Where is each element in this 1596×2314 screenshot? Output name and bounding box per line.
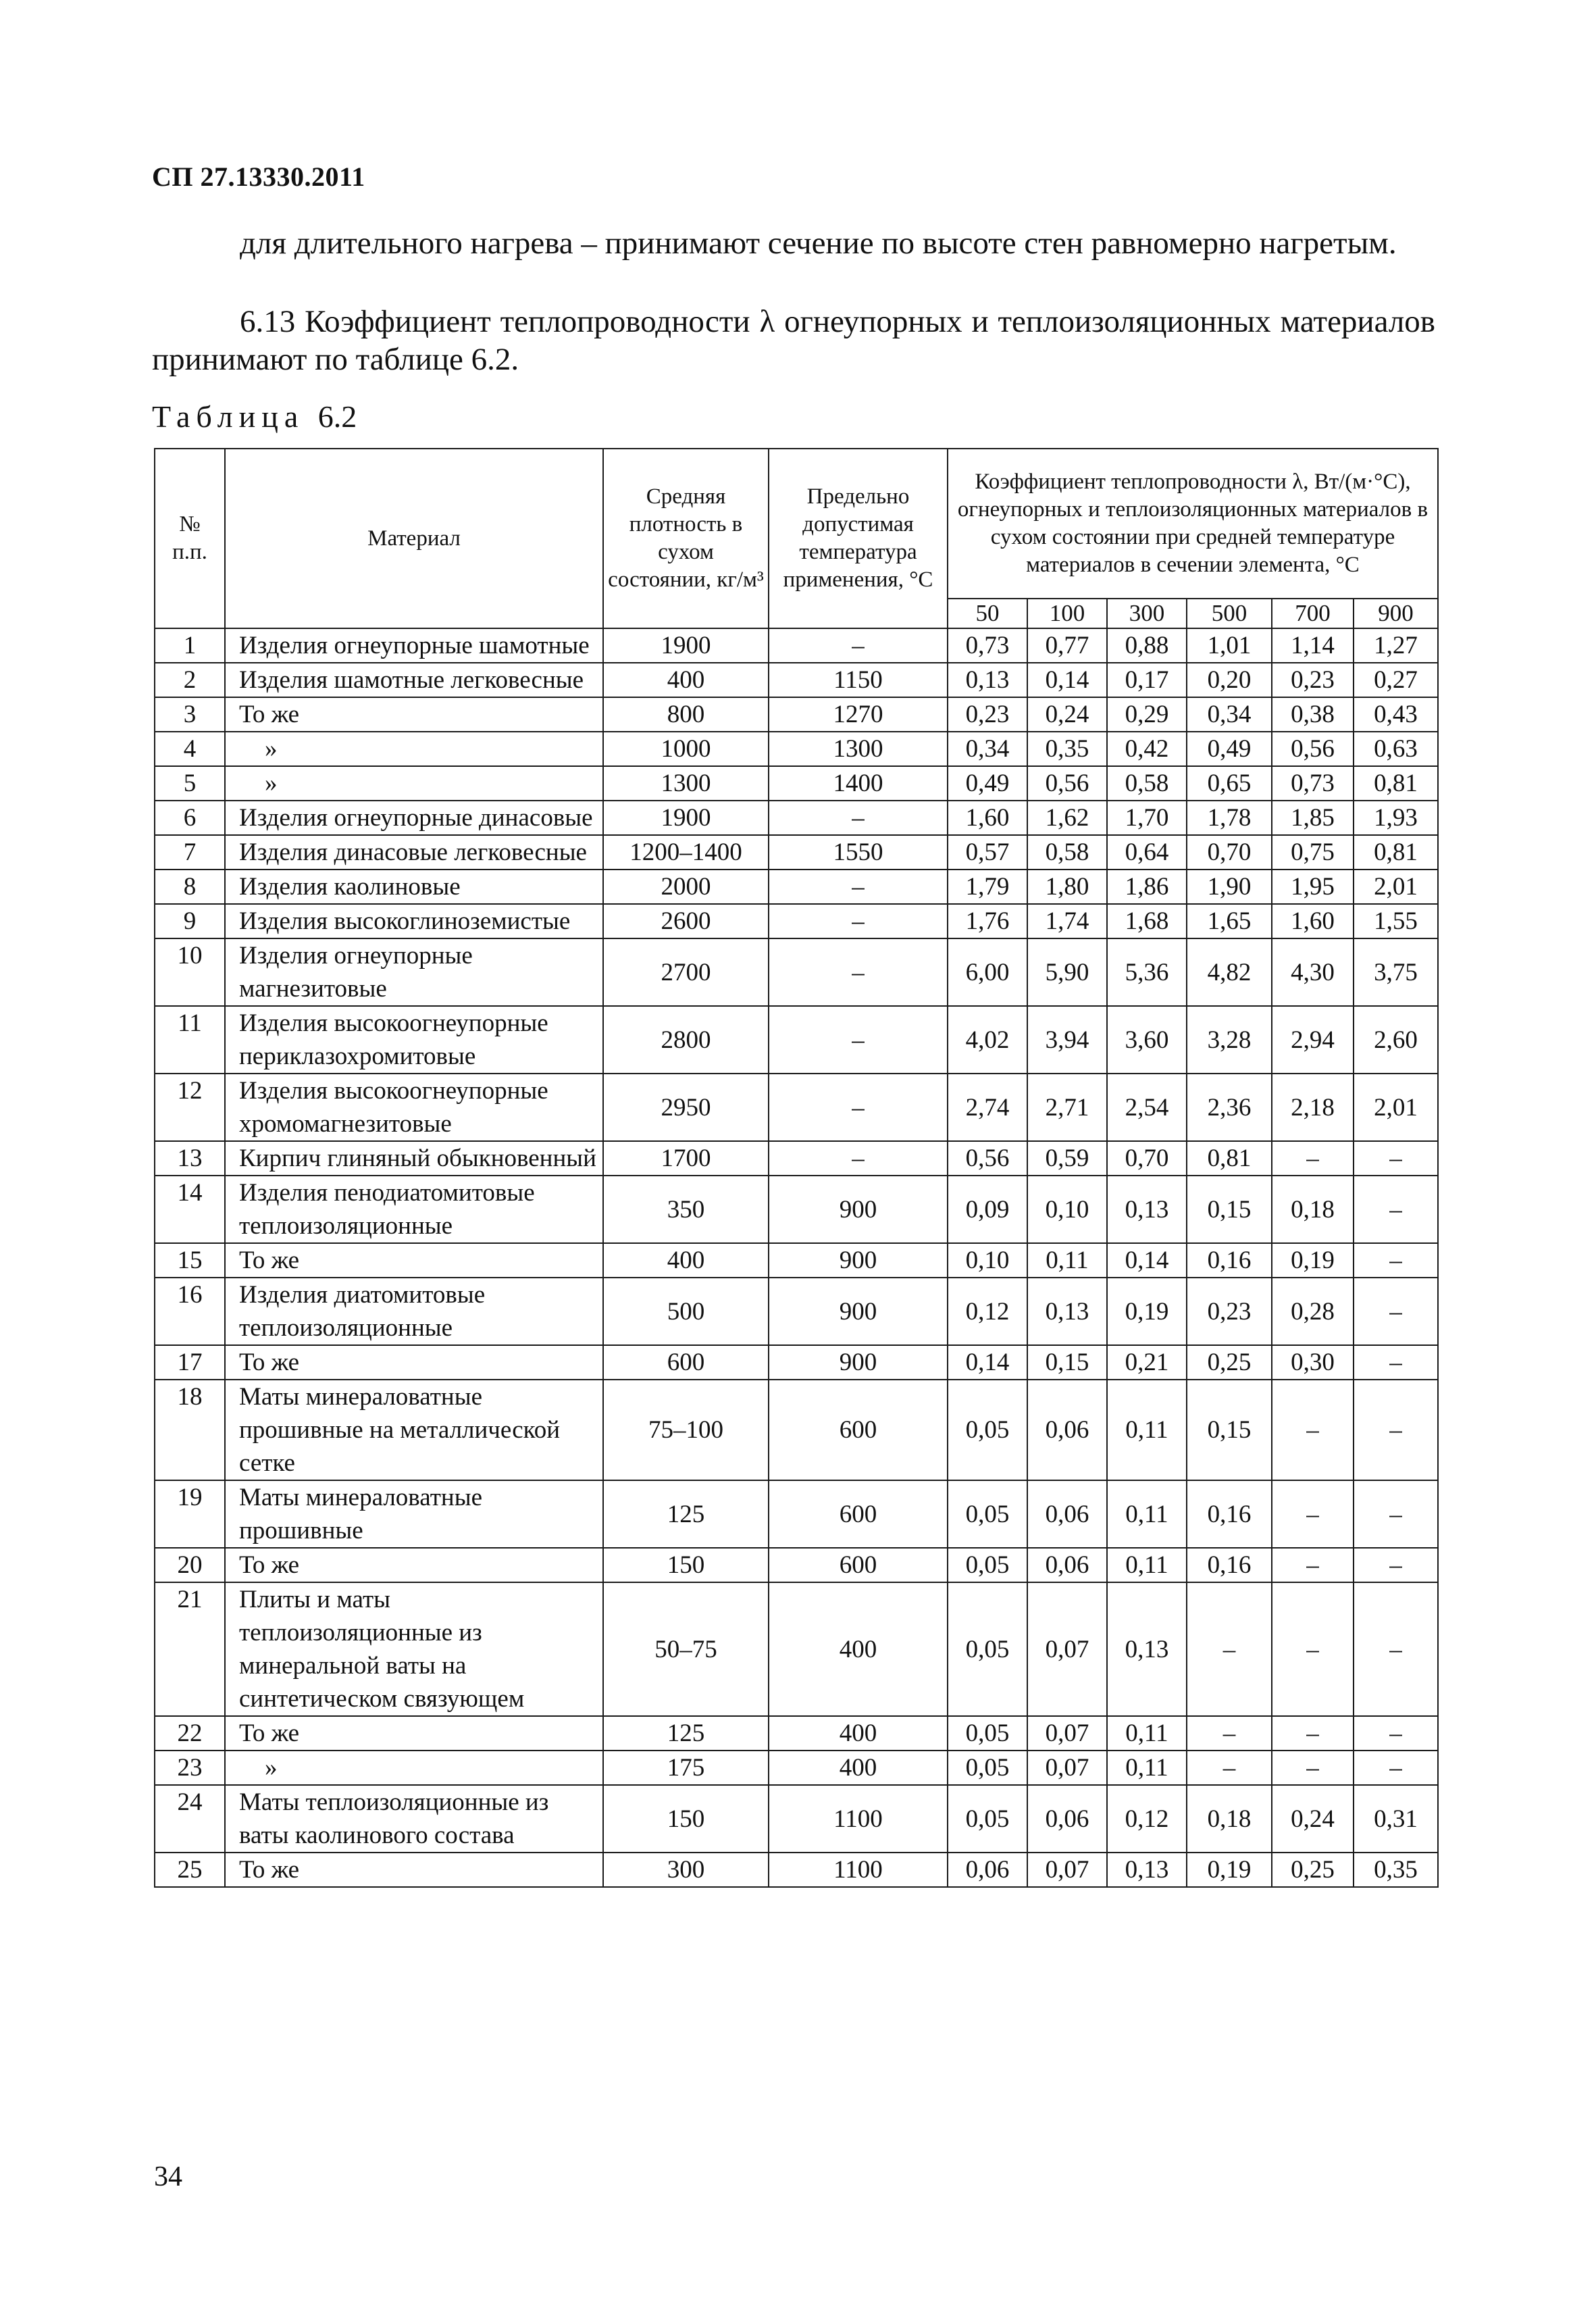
row-conductivity-50: 0,34	[948, 732, 1027, 766]
row-conductivity-900: –	[1354, 1345, 1438, 1380]
row-conductivity-300: 0,58	[1107, 766, 1187, 801]
row-conductivity-900: 1,93	[1354, 801, 1438, 835]
row-material: То же	[225, 1716, 603, 1751]
row-max-temp: 600	[769, 1380, 948, 1480]
row-material: Плиты и маты теплоизоляционные из минеральной ваты на синтетическом связующем	[225, 1582, 603, 1716]
table-row	[155, 1582, 1438, 1716]
row-max-temp: –	[769, 801, 948, 835]
row-conductivity-500: 1,01	[1187, 628, 1272, 663]
row-conductivity-50: 1,79	[948, 870, 1027, 904]
table-row	[155, 904, 1438, 938]
row-conductivity-300: 0,29	[1107, 697, 1187, 732]
table-caption	[152, 399, 357, 434]
row-conductivity-50: 0,05	[948, 1716, 1027, 1751]
row-conductivity-900: 0,35	[1354, 1853, 1438, 1887]
row-conductivity-900: 1,27	[1354, 628, 1438, 663]
row-material: Маты минераловатные прошивные на металлической сетке	[225, 1380, 603, 1480]
row-density: 400	[603, 663, 769, 697]
row-material: То же	[225, 1243, 603, 1278]
row-density: 1200–1400	[603, 835, 769, 870]
row-material: Изделия шамотные легковесные	[225, 663, 603, 697]
row-conductivity-700: –	[1272, 1141, 1354, 1176]
header-temp-300: 300	[1107, 599, 1187, 628]
row-material: Маты теплоизоляционные из ваты каолинового состава	[225, 1785, 603, 1853]
row-material: »	[225, 732, 603, 766]
row-conductivity-900: 0,63	[1354, 732, 1438, 766]
row-conductivity-700: 0,18	[1272, 1176, 1354, 1243]
table-row	[155, 1480, 1438, 1548]
row-conductivity-500: 4,82	[1187, 938, 1272, 1006]
table-row	[155, 1345, 1438, 1380]
row-density: 2800	[603, 1006, 769, 1074]
row-number: 2	[155, 663, 225, 697]
row-number: 17	[155, 1345, 225, 1380]
row-conductivity-700: 1,60	[1272, 904, 1354, 938]
row-conductivity-50: 0,57	[948, 835, 1027, 870]
table-row	[155, 766, 1438, 801]
row-number: 11	[155, 1006, 225, 1074]
conductivity-table	[154, 448, 1439, 1888]
row-max-temp: 900	[769, 1345, 948, 1380]
header-temp-900: 900	[1354, 599, 1438, 628]
row-number: 4	[155, 732, 225, 766]
table-row	[155, 1074, 1438, 1141]
row-conductivity-500: –	[1187, 1716, 1272, 1751]
row-number: 16	[155, 1278, 225, 1345]
row-max-temp: –	[769, 870, 948, 904]
row-max-temp: –	[769, 1006, 948, 1074]
row-conductivity-700: 0,28	[1272, 1278, 1354, 1345]
header-conductivity: Коэффициент теплопроводности λ, Вт/(м·°С), огнеупорных и теплоизоляционных материалов в сухом состоянии при средней температуре материалов в сечении элемента, °С	[948, 449, 1438, 599]
row-conductivity-500: 0,25	[1187, 1345, 1272, 1380]
row-material: Изделия динасовые легковесные	[225, 835, 603, 870]
row-conductivity-300: 0,13	[1107, 1582, 1187, 1716]
row-conductivity-300: 0,17	[1107, 663, 1187, 697]
row-conductivity-100: 0,07	[1027, 1853, 1107, 1887]
row-conductivity-50: 4,02	[948, 1006, 1027, 1074]
row-number: 12	[155, 1074, 225, 1141]
row-conductivity-900: 0,81	[1354, 835, 1438, 870]
row-conductivity-50: 1,76	[948, 904, 1027, 938]
header-material: Материал	[225, 449, 603, 628]
row-conductivity-500: 0,18	[1187, 1785, 1272, 1853]
row-number: 5	[155, 766, 225, 801]
table-row	[155, 628, 1438, 663]
row-conductivity-700: 4,30	[1272, 938, 1354, 1006]
row-conductivity-900: –	[1354, 1548, 1438, 1582]
row-material: »	[225, 1751, 603, 1785]
row-material: То же	[225, 1345, 603, 1380]
table-row	[155, 1853, 1438, 1887]
row-material: Изделия высокоглиноземистые	[225, 904, 603, 938]
row-max-temp: –	[769, 1141, 948, 1176]
row-conductivity-700: 0,75	[1272, 835, 1354, 870]
row-conductivity-50: 0,14	[948, 1345, 1027, 1380]
row-material: »	[225, 766, 603, 801]
row-conductivity-500: 0,16	[1187, 1548, 1272, 1582]
row-number: 1	[155, 628, 225, 663]
row-density: 2950	[603, 1074, 769, 1141]
row-conductivity-100: 0,77	[1027, 628, 1107, 663]
row-conductivity-100: 0,13	[1027, 1278, 1107, 1345]
row-density: 50–75	[603, 1582, 769, 1716]
row-material: Изделия огнеупорные магнезитовые	[225, 938, 603, 1006]
row-max-temp: 900	[769, 1278, 948, 1345]
row-conductivity-100: 0,56	[1027, 766, 1107, 801]
row-material: Изделия высокоогнеупорные периклазохромитовые	[225, 1006, 603, 1074]
row-conductivity-500: –	[1187, 1582, 1272, 1716]
row-material: То же	[225, 697, 603, 732]
row-conductivity-900: –	[1354, 1480, 1438, 1548]
row-max-temp: 1550	[769, 835, 948, 870]
row-conductivity-700: –	[1272, 1548, 1354, 1582]
row-conductivity-500: 0,15	[1187, 1176, 1272, 1243]
row-max-temp: 600	[769, 1548, 948, 1582]
header-max-temp: Предельно допустимая температура применения, °С	[769, 449, 948, 628]
row-conductivity-500: 1,78	[1187, 801, 1272, 835]
table-row	[155, 732, 1438, 766]
row-conductivity-100: 0,06	[1027, 1785, 1107, 1853]
row-conductivity-500: 0,34	[1187, 697, 1272, 732]
table-header-row	[155, 449, 1438, 599]
row-conductivity-100: 0,06	[1027, 1380, 1107, 1480]
row-density: 1700	[603, 1141, 769, 1176]
row-max-temp: 1300	[769, 732, 948, 766]
table-row	[155, 938, 1438, 1006]
row-density: 2700	[603, 938, 769, 1006]
row-conductivity-100: 0,24	[1027, 697, 1107, 732]
row-conductivity-50: 0,49	[948, 766, 1027, 801]
table-row	[155, 1278, 1438, 1345]
row-conductivity-500: –	[1187, 1751, 1272, 1785]
row-conductivity-50: 0,05	[948, 1548, 1027, 1582]
row-conductivity-300: 0,12	[1107, 1785, 1187, 1853]
header-temp-100: 100	[1027, 599, 1107, 628]
table-row	[155, 1548, 1438, 1582]
table-row	[155, 1716, 1438, 1751]
document-code: СП 27.13330.2011	[152, 161, 365, 192]
row-conductivity-700: 2,94	[1272, 1006, 1354, 1074]
row-conductivity-50: 0,09	[948, 1176, 1027, 1243]
row-conductivity-700: 0,24	[1272, 1785, 1354, 1853]
row-conductivity-900: –	[1354, 1278, 1438, 1345]
row-conductivity-500: 0,65	[1187, 766, 1272, 801]
row-conductivity-100: 3,94	[1027, 1006, 1107, 1074]
row-material: Кирпич глиняный обыкновенный	[225, 1141, 603, 1176]
row-conductivity-700: 0,73	[1272, 766, 1354, 801]
row-conductivity-300: 0,13	[1107, 1176, 1187, 1243]
row-conductivity-300: 0,70	[1107, 1141, 1187, 1176]
row-conductivity-700: 0,25	[1272, 1853, 1354, 1887]
row-conductivity-100: 0,06	[1027, 1480, 1107, 1548]
row-conductivity-300: 0,64	[1107, 835, 1187, 870]
row-conductivity-50: 0,23	[948, 697, 1027, 732]
table-row	[155, 697, 1438, 732]
row-density: 2000	[603, 870, 769, 904]
row-conductivity-700: –	[1272, 1480, 1354, 1548]
row-conductivity-900: 2,01	[1354, 870, 1438, 904]
row-conductivity-100: 0,07	[1027, 1716, 1107, 1751]
row-number: 6	[155, 801, 225, 835]
row-conductivity-300: 2,54	[1107, 1074, 1187, 1141]
row-max-temp: 1100	[769, 1853, 948, 1887]
row-density: 2600	[603, 904, 769, 938]
row-conductivity-300: 0,14	[1107, 1243, 1187, 1278]
row-density: 1900	[603, 801, 769, 835]
table-row	[155, 1380, 1438, 1480]
row-material: Изделия огнеупорные динасовые	[225, 801, 603, 835]
row-number: 9	[155, 904, 225, 938]
row-number: 3	[155, 697, 225, 732]
row-conductivity-700: –	[1272, 1716, 1354, 1751]
row-conductivity-100: 1,74	[1027, 904, 1107, 938]
row-conductivity-50: 6,00	[948, 938, 1027, 1006]
row-conductivity-700: 1,85	[1272, 801, 1354, 835]
table-row	[155, 801, 1438, 835]
row-conductivity-50: 0,13	[948, 663, 1027, 697]
row-density: 600	[603, 1345, 769, 1380]
row-conductivity-500: 0,70	[1187, 835, 1272, 870]
row-number: 13	[155, 1141, 225, 1176]
row-number: 23	[155, 1751, 225, 1785]
row-number: 20	[155, 1548, 225, 1582]
row-conductivity-900: –	[1354, 1582, 1438, 1716]
row-conductivity-100: 0,11	[1027, 1243, 1107, 1278]
row-conductivity-500: 0,19	[1187, 1853, 1272, 1887]
row-max-temp: 900	[769, 1243, 948, 1278]
row-conductivity-100: 0,07	[1027, 1582, 1107, 1716]
row-conductivity-50: 0,73	[948, 628, 1027, 663]
row-conductivity-100: 2,71	[1027, 1074, 1107, 1141]
row-conductivity-500: 0,81	[1187, 1141, 1272, 1176]
row-conductivity-100: 0,10	[1027, 1176, 1107, 1243]
row-conductivity-300: 0,88	[1107, 628, 1187, 663]
row-max-temp: 400	[769, 1716, 948, 1751]
row-conductivity-500: 0,15	[1187, 1380, 1272, 1480]
table-row	[155, 835, 1438, 870]
row-conductivity-300: 0,11	[1107, 1380, 1187, 1480]
row-conductivity-50: 2,74	[948, 1074, 1027, 1141]
row-number: 14	[155, 1176, 225, 1243]
row-conductivity-700: 0,56	[1272, 732, 1354, 766]
row-conductivity-50: 0,06	[948, 1853, 1027, 1887]
header-temp-500: 500	[1187, 599, 1272, 628]
row-conductivity-900: –	[1354, 1141, 1438, 1176]
table-row	[155, 870, 1438, 904]
row-conductivity-700: 0,19	[1272, 1243, 1354, 1278]
row-max-temp: 600	[769, 1480, 948, 1548]
table-body	[155, 628, 1438, 1887]
row-density: 1300	[603, 766, 769, 801]
row-conductivity-50: 0,56	[948, 1141, 1027, 1176]
row-number: 24	[155, 1785, 225, 1853]
row-number: 15	[155, 1243, 225, 1278]
row-number: 18	[155, 1380, 225, 1480]
row-max-temp: –	[769, 938, 948, 1006]
row-density: 175	[603, 1751, 769, 1785]
row-conductivity-500: 0,20	[1187, 663, 1272, 697]
table-row	[155, 663, 1438, 697]
row-conductivity-300: 3,60	[1107, 1006, 1187, 1074]
row-conductivity-900: 1,55	[1354, 904, 1438, 938]
row-conductivity-900: –	[1354, 1716, 1438, 1751]
row-max-temp: 1150	[769, 663, 948, 697]
row-conductivity-500: 1,65	[1187, 904, 1272, 938]
row-conductivity-100: 1,80	[1027, 870, 1107, 904]
row-conductivity-300: 0,21	[1107, 1345, 1187, 1380]
row-conductivity-300: 0,11	[1107, 1548, 1187, 1582]
row-conductivity-700: –	[1272, 1582, 1354, 1716]
row-number: 19	[155, 1480, 225, 1548]
row-number: 7	[155, 835, 225, 870]
row-conductivity-900: 0,43	[1354, 697, 1438, 732]
row-conductivity-50: 0,05	[948, 1785, 1027, 1853]
row-conductivity-100: 0,07	[1027, 1751, 1107, 1785]
row-conductivity-500: 0,23	[1187, 1278, 1272, 1345]
row-conductivity-700: –	[1272, 1751, 1354, 1785]
row-conductivity-700: 1,95	[1272, 870, 1354, 904]
table-row	[155, 1141, 1438, 1176]
row-conductivity-500: 0,16	[1187, 1480, 1272, 1548]
row-conductivity-700: 0,30	[1272, 1345, 1354, 1380]
row-conductivity-100: 0,15	[1027, 1345, 1107, 1380]
row-conductivity-50: 0,12	[948, 1278, 1027, 1345]
paragraph-heating: для длительного нагрева – принимают сечение по высоте стен равномерно нагретым.	[240, 226, 1397, 261]
row-max-temp: 1270	[769, 697, 948, 732]
row-conductivity-50: 0,05	[948, 1480, 1027, 1548]
row-conductivity-50: 0,05	[948, 1582, 1027, 1716]
row-conductivity-900: 3,75	[1354, 938, 1438, 1006]
row-conductivity-500: 0,49	[1187, 732, 1272, 766]
row-density: 300	[603, 1853, 769, 1887]
row-conductivity-300: 0,11	[1107, 1480, 1187, 1548]
header-temp-700: 700	[1272, 599, 1354, 628]
row-conductivity-100: 0,14	[1027, 663, 1107, 697]
row-conductivity-500: 2,36	[1187, 1074, 1272, 1141]
row-conductivity-900: –	[1354, 1243, 1438, 1278]
table-row	[155, 1785, 1438, 1853]
row-max-temp: 400	[769, 1582, 948, 1716]
row-material: Изделия диатомитовые теплоизоляционные	[225, 1278, 603, 1345]
row-conductivity-900: –	[1354, 1380, 1438, 1480]
row-number: 8	[155, 870, 225, 904]
row-density: 125	[603, 1480, 769, 1548]
row-conductivity-500: 3,28	[1187, 1006, 1272, 1074]
row-density: 1900	[603, 628, 769, 663]
row-conductivity-300: 0,13	[1107, 1853, 1187, 1887]
row-material: Маты минераловатные прошивные	[225, 1480, 603, 1548]
row-conductivity-300: 0,19	[1107, 1278, 1187, 1345]
row-max-temp: –	[769, 904, 948, 938]
row-conductivity-300: 1,70	[1107, 801, 1187, 835]
row-max-temp: –	[769, 1074, 948, 1141]
row-material: Изделия огнеупорные шамотные	[225, 628, 603, 663]
row-density: 1000	[603, 732, 769, 766]
row-conductivity-300: 0,11	[1107, 1716, 1187, 1751]
page-number: 34	[154, 2161, 182, 2192]
table-row	[155, 1006, 1438, 1074]
row-conductivity-900: 0,27	[1354, 663, 1438, 697]
row-density: 75–100	[603, 1380, 769, 1480]
row-conductivity-700: 2,18	[1272, 1074, 1354, 1141]
row-material: То же	[225, 1853, 603, 1887]
row-max-temp: 400	[769, 1751, 948, 1785]
row-conductivity-700: 1,14	[1272, 628, 1354, 663]
row-density: 400	[603, 1243, 769, 1278]
row-density: 150	[603, 1785, 769, 1853]
header-temp-50: 50	[948, 599, 1027, 628]
row-density: 125	[603, 1716, 769, 1751]
row-density: 150	[603, 1548, 769, 1582]
row-conductivity-50: 0,10	[948, 1243, 1027, 1278]
row-material: То же	[225, 1548, 603, 1582]
row-max-temp: 1400	[769, 766, 948, 801]
row-density: 350	[603, 1176, 769, 1243]
row-conductivity-50: 1,60	[948, 801, 1027, 835]
row-material: Изделия высокоогнеупорные хромомагнезитовые	[225, 1074, 603, 1141]
row-conductivity-300: 1,86	[1107, 870, 1187, 904]
paragraph-6-13: 6.13 Коэффициент теплопроводности λ огнеупорных и теплоизоляционных материалов принимают по таблице 6.2.	[152, 304, 1435, 377]
row-number: 10	[155, 938, 225, 1006]
row-conductivity-100: 0,59	[1027, 1141, 1107, 1176]
header-num: № п.п.	[155, 449, 225, 628]
row-density: 500	[603, 1278, 769, 1345]
row-conductivity-300: 1,68	[1107, 904, 1187, 938]
row-number: 25	[155, 1853, 225, 1887]
table-row	[155, 1176, 1438, 1243]
row-conductivity-300: 0,42	[1107, 732, 1187, 766]
table-caption-number: 6.2	[317, 399, 357, 434]
row-number: 22	[155, 1716, 225, 1751]
row-conductivity-100: 5,90	[1027, 938, 1107, 1006]
row-conductivity-100: 0,58	[1027, 835, 1107, 870]
header-density: Средняя плотность в сухом состоянии, кг/м³	[603, 449, 769, 628]
row-conductivity-700: 0,23	[1272, 663, 1354, 697]
row-conductivity-100: 1,62	[1027, 801, 1107, 835]
row-conductivity-300: 0,11	[1107, 1751, 1187, 1785]
row-conductivity-100: 0,35	[1027, 732, 1107, 766]
row-conductivity-50: 0,05	[948, 1751, 1027, 1785]
row-max-temp: 900	[769, 1176, 948, 1243]
row-number: 21	[155, 1582, 225, 1716]
row-density: 800	[603, 697, 769, 732]
row-conductivity-700: –	[1272, 1380, 1354, 1480]
row-material: Изделия каолиновые	[225, 870, 603, 904]
row-conductivity-900: 0,31	[1354, 1785, 1438, 1853]
row-conductivity-900: –	[1354, 1751, 1438, 1785]
row-conductivity-900: –	[1354, 1176, 1438, 1243]
row-conductivity-900: 0,81	[1354, 766, 1438, 801]
row-material: Изделия пенодиатомитовые теплоизоляционные	[225, 1176, 603, 1243]
table-caption-word: Таблица	[152, 399, 305, 434]
row-conductivity-100: 0,06	[1027, 1548, 1107, 1582]
row-conductivity-50: 0,05	[948, 1380, 1027, 1480]
row-max-temp: –	[769, 628, 948, 663]
table-row	[155, 1751, 1438, 1785]
row-conductivity-500: 0,16	[1187, 1243, 1272, 1278]
row-conductivity-300: 5,36	[1107, 938, 1187, 1006]
row-conductivity-500: 1,90	[1187, 870, 1272, 904]
row-conductivity-700: 0,38	[1272, 697, 1354, 732]
row-conductivity-900: 2,01	[1354, 1074, 1438, 1141]
table-row	[155, 1243, 1438, 1278]
row-max-temp: 1100	[769, 1785, 948, 1853]
row-conductivity-900: 2,60	[1354, 1006, 1438, 1074]
